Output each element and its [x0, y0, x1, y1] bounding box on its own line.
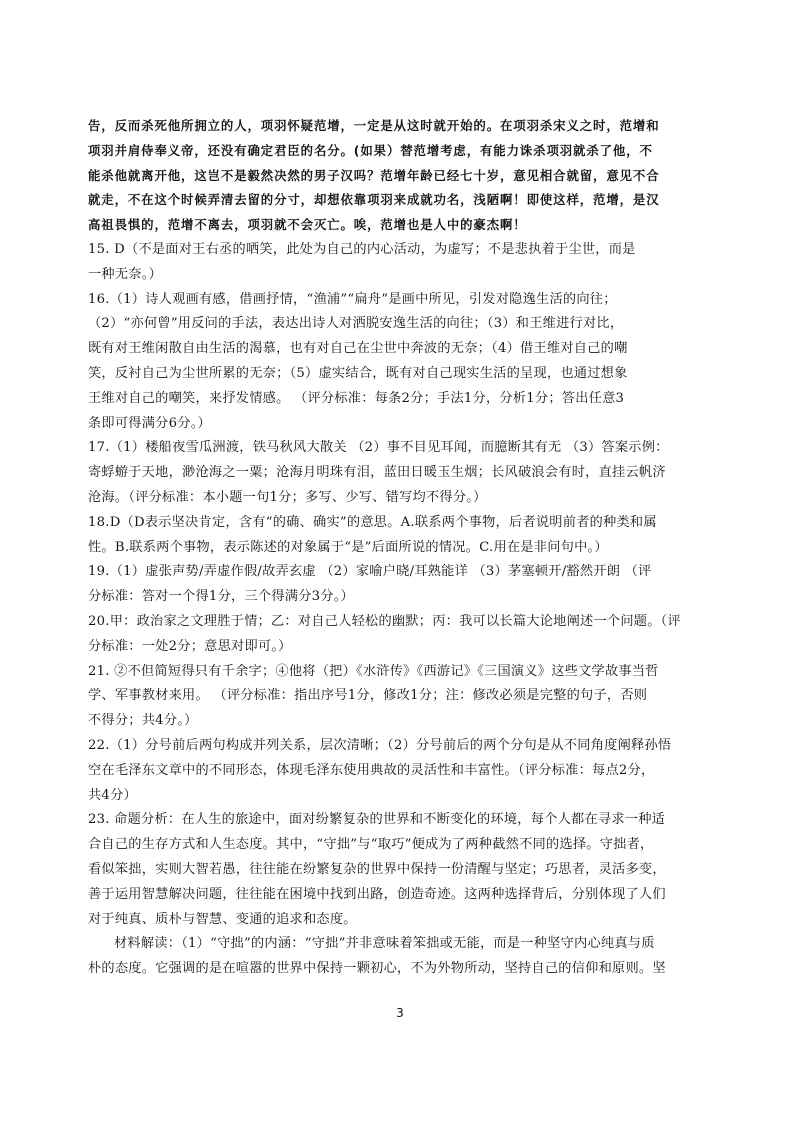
- text-line: 材料解读：（1）“守拙”的内涵：“守拙”并非意味着笨拙或无能，而是一种坚守内心纯真与质: [114, 936, 655, 952]
- text-line: 项羽并肩侍奉义帝，还没有确定君臣的名分。(如果）替范增考虑，有能力诛杀项羽就杀了他，不: [88, 142, 653, 158]
- text-line: 20.甲：政治家之文理胜于情；乙：对自己人轻松的幽默；丙：我可以长篇大论地阐述一个问题。（评: [88, 613, 681, 629]
- text-line: 寄蜉蝣于天地，渺沧海之一粟；沧海月明珠有泪，蓝田日暖玉生烟；长风破浪会有时，直挂云帆济: [88, 465, 666, 481]
- text-line: 对于纯真、质朴与智慧、变通的追求和态度。: [88, 911, 357, 927]
- text-line: 分标准：一处2分；意思对即可。）: [88, 638, 292, 654]
- text-line: 条即可得满分6分。）: [88, 415, 211, 431]
- text-line: 能杀他就离开他，这岂不是毅然决然的男子汉吗？范增年龄已经七十岁，意见相合就留，意见不合: [88, 167, 660, 183]
- text-line: 告，反而杀死他所拥立的人，项羽怀疑范增，一定是从这时就开始的。在项羽杀宋义之时，范增和: [88, 118, 660, 133]
- text-line: 王维对自己的嘲笑，来抒发情感。 （评分标准：每条2分；手法1分，分析1分；答出任意3: [88, 390, 625, 406]
- text-line: 高祖畏惧的，范增不离去，项羽就不会灭亡。唉，范增也是人中的豪杰啊！: [88, 217, 527, 233]
- text-line: 21. ②不但简短得只有千余字；④他将（把）《水浒传》《西游记》《三国演义》这些文学故事当哲: [88, 663, 659, 679]
- text-line: 19.（1）虚张声势/弄虚作假/故弄玄虚 （2）家喻户晓/耳熟能详 （3）茅塞顿开/豁然开朗 （评: [88, 564, 652, 580]
- text-line: 沧海。（评分标准：本小题一句1分；多写、少写、错写均不得分。）: [88, 489, 487, 505]
- text-line: 18.D（D表示坚决肯定，含有“的确、确实”的意思。A.联系两个事物，后者说明前者的种类和属: [88, 514, 657, 530]
- text-line: 学、军事教材来用。 （评分标准：指出序号1分，修改1分；注：修改必须是完整的句子，否则: [88, 688, 648, 704]
- text-line: 朴的态度。它强调的是在喧嚣的世界中保持一颗初心，不为外物所动，坚持自己的信仰和原则。坚: [88, 961, 666, 977]
- text-line: 性。B.联系两个事物，表示陈述的对象属于“是”后面所说的情况。C.用在是非问句中。）: [88, 539, 608, 555]
- text-line: 善于运用智慧解决问题，往往能在困境中找到出路，创造奇迹。这两种选择背后，分别体现了人们: [88, 886, 666, 902]
- text-line: 分标准：答对一个得1分，三个得满分3分。）: [88, 589, 354, 605]
- text-line: 一种无奈。）: [88, 266, 163, 282]
- text-line: 看似笨拙，实则大智若愚，往往能在纷繁复杂的世界中保持一份清醒与坚定；巧思者，灵活多变，: [88, 861, 666, 877]
- text-line: 23. 命题分析：在人生的旅途中，面对纷繁复杂的世界和不断变化的环境，每个人都在寻求一种适: [88, 812, 666, 828]
- text-line: （2）“亦何曾”用反问的手法，表达出诗人对洒脱安逸生活的向往；（3）和王维进行对比，: [88, 316, 624, 332]
- text-line: 16.（1）诗人观画有感，借画抒情，“渔浦”“扁舟”是画中所见，引发对隐逸生活的向往；: [88, 291, 617, 307]
- text-line: 共4分）: [88, 787, 137, 803]
- answer-text-block: [88, 114, 716, 982]
- text-line: 空在毛泽东文章中的不同形态，体现毛泽东使用典故的灵活性和丰富性。（评分标准：每点2分，: [88, 762, 655, 778]
- text-line: 15. D（不是面对王右丞的哂笑，此处为自己的内心活动，为虚写；不是悲执着于尘世，而是: [88, 241, 636, 257]
- text-line: 既有对王维闲散自由生活的渴慕，也有对自己在尘世中奔波的无奈；（4）借王维对自己的嘲: [88, 341, 628, 357]
- text-line: 合自己的生存方式和人生态度。其中，“守拙”与“取巧”便成为了两种截然不同的选择。守拙者，: [88, 837, 654, 853]
- text-line: 不得分；共4分。）: [88, 713, 198, 729]
- text-line: 笑，反衬自己为尘世所累的无奈；（5）虚实结合，既有对自己现实生活的呈现，也通过想象: [88, 365, 628, 381]
- text-line: 17.（1）楼船夜雪瓜洲渡，铁马秋风大散关 （2）事不目见耳闻，而臆断其有无 （3）答案示例：: [88, 440, 669, 456]
- text-line: 就走，不在这个时候弄清去留的分寸，却想依靠项羽来成就功名，浅陋啊！即使这样，范增，是汉: [88, 192, 660, 208]
- page-number: 3: [396, 1006, 404, 1020]
- text-line: 22.（1）分号前后两句构成并列关系，层次清晰；（2）分号前后的两个分句是从不同角度阐释孙悟: [88, 737, 672, 753]
